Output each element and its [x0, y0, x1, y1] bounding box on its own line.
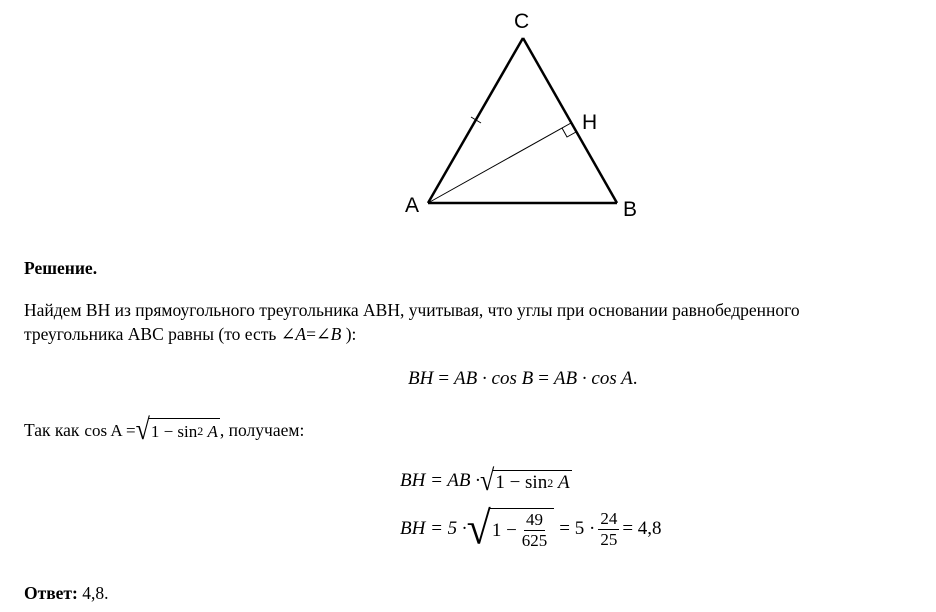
vertex-label-a: A — [405, 194, 420, 217]
formula-bh-numeric — [400, 502, 662, 555]
side-cb — [523, 38, 617, 203]
formula-bh-cos — [408, 368, 637, 390]
cos-identity-var: A — [207, 422, 218, 441]
formula-bh-sqrt — [400, 463, 572, 498]
fraction-49-625 — [520, 510, 550, 551]
formula-3-mid: = 5 · — [559, 518, 596, 539]
formula-1-eq-2: = — [538, 368, 549, 389]
cos-identity-radicand: 1 − sin — [150, 422, 198, 441]
vertex-label-b: B — [623, 198, 638, 221]
formula-3-one-minus: 1 − — [491, 519, 517, 541]
cos-identity-power: 2 — [197, 424, 204, 438]
solution-heading: Решение. — [24, 258, 98, 278]
altitude-ah — [428, 123, 571, 203]
line-2-end: ): — [345, 324, 357, 344]
solution-line-3 — [24, 412, 305, 447]
solution-line-1: Найдем BH из прямоугольного треугольника ABH, учитывая, что углы при основании равнобедренного — [24, 300, 800, 320]
fraction-1-numerator: 49 — [526, 510, 544, 529]
formula-1-end: . — [632, 368, 638, 389]
formula-2-radicand: 1 − sin — [495, 472, 548, 493]
formula-3-lhs: BH = 5 · — [400, 518, 467, 539]
formula-1-rhs-1: AB · cos B — [454, 368, 534, 389]
fraction-1-denominator: 625 — [521, 531, 548, 550]
line-2-start: треугольника ABC равны (то есть — [24, 324, 277, 344]
formula-2-var: A — [557, 472, 570, 493]
vertex-label-c: C — [514, 10, 530, 33]
formula-3-result: = 4,8 — [622, 518, 662, 539]
angle-a: ∠A — [280, 324, 307, 344]
vertex-label-h: H — [582, 111, 598, 134]
formula-2-power: 2 — [547, 475, 554, 490]
solution-line-2 — [24, 323, 356, 346]
formula-2-sqrt: √ 1 − sin 2 A — [480, 463, 570, 498]
answer-value: 4,8. — [82, 583, 109, 603]
formula-1-rhs-2: AB · cos A — [553, 368, 633, 389]
answer-label: Ответ: — [24, 583, 78, 603]
cos-identity-lhs: cos A = — [84, 420, 136, 440]
triangle-figure — [0, 0, 936, 250]
fraction-2-denominator: 25 — [600, 529, 618, 549]
cos-identity-sqrt: √ 1 − sin 2 A — [135, 412, 218, 447]
line-3-start: Так как — [24, 419, 80, 440]
formula-3-sqrt: √ 1 − $\frac{49}{625}$ — [467, 507, 555, 551]
answer-line — [24, 582, 108, 605]
formula-1-lhs: BH — [408, 368, 434, 389]
line-3-end: , получаем: — [219, 419, 305, 440]
angle-b: ∠B — [316, 324, 342, 344]
fraction-24-25 — [598, 509, 619, 550]
angle-eq-sign: = — [306, 324, 316, 344]
formula-2-lhs: BH = AB · — [400, 470, 481, 491]
formula-1-eq-1: = — [438, 368, 450, 389]
side-ac — [428, 38, 523, 203]
fraction-2-numerator: 24 — [600, 508, 618, 528]
